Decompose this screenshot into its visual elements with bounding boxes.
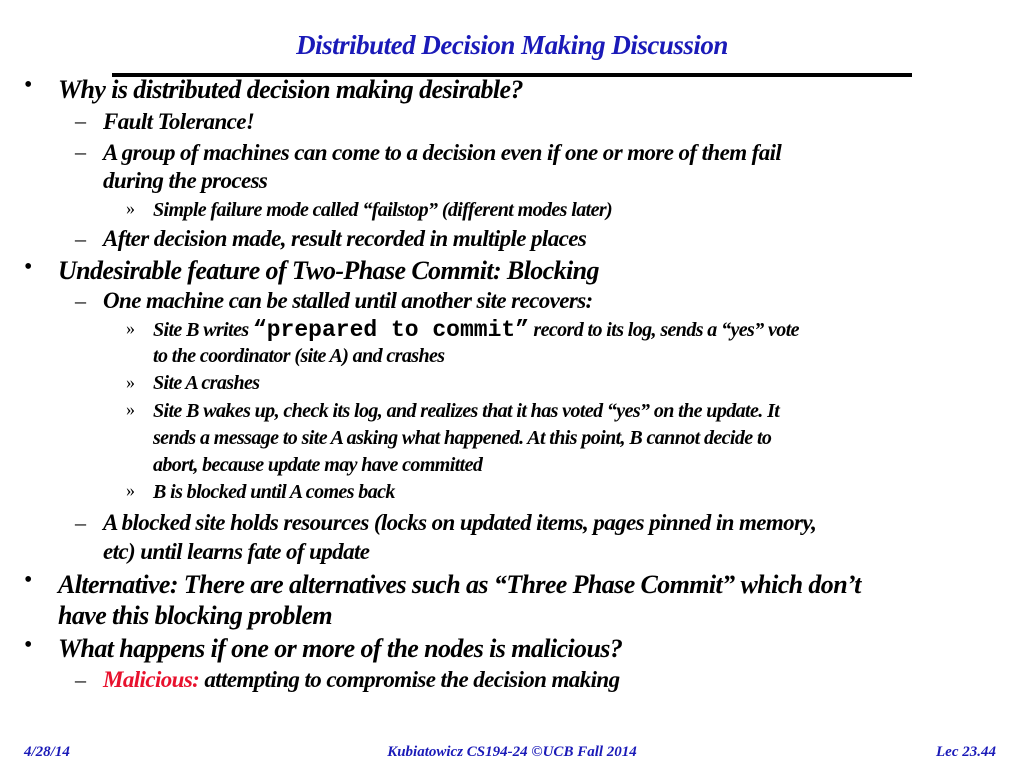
text-run: record to its log, sends a “yes” vote	[529, 319, 799, 341]
bullet-dash: –	[75, 226, 86, 251]
bullet-text: Why is distributed decision making desirable?	[58, 75, 523, 104]
bullet-dot: •	[24, 632, 33, 658]
bullet-text-continued: during the process	[103, 168, 268, 193]
bullet-text: After decision made, result recorded in multiple places	[103, 226, 587, 251]
bullet-dot: •	[24, 72, 33, 98]
bullet-text-continued: etc) until learns fate of update	[103, 539, 370, 564]
bullet-text: Fault Tolerance!	[103, 109, 255, 134]
bullet-chevron: »	[126, 318, 135, 338]
bullet-text: What happens if one or more of the nodes is malicious?	[58, 634, 623, 663]
bullet-dot: •	[24, 567, 33, 593]
bullet-text-continued: have this blocking problem	[58, 601, 333, 630]
bullet-dash: –	[75, 288, 86, 313]
bullet-text: B is blocked until A comes back	[153, 481, 395, 503]
bullet-text: Site A crashes	[153, 372, 260, 394]
bullet-text-continued: to the coordinator (site A) and crashes	[153, 345, 445, 367]
bullet-dash: –	[75, 108, 86, 133]
code-text: “prepared to commit”	[252, 317, 529, 343]
bullet-chevron: »	[126, 480, 135, 500]
bullet-text	[153, 317, 799, 343]
bullet-dot: •	[24, 254, 33, 280]
bullet-chevron: »	[126, 399, 135, 419]
bullet-dash: –	[75, 667, 86, 692]
bullet-text-continued: sends a message to site A asking what happened. At this point, B cannot decide to	[153, 427, 772, 449]
bullet-text	[103, 667, 619, 693]
bullet-text-continued: abort, because update may have committed	[153, 454, 483, 476]
bullet-chevron: »	[126, 198, 135, 218]
slide-title: Distributed Decision Making Discussion	[296, 30, 728, 60]
bullet-text: A blocked site holds resources (locks on updated items, pages pinned in memory,	[103, 510, 817, 535]
footer-lecture-number: Lec 23.44	[936, 744, 996, 760]
text-run: Site B writes	[153, 319, 253, 341]
bullet-text: One machine can be stalled until another site recovers:	[103, 288, 593, 313]
bullet-text: A group of machines can come to a decision even if one or more of them fail	[103, 140, 782, 165]
bullet-text: Alternative: There are alternatives such as “Three Phase Commit” which don’t	[58, 570, 861, 599]
bullet-text: Simple failure mode called “failstop” (different modes later)	[153, 199, 613, 221]
bullet-dash: –	[75, 139, 86, 164]
highlight-term: Malicious:	[103, 667, 200, 692]
bullet-text: Site B wakes up, check its log, and realizes that it has voted “yes” on the update. It	[153, 400, 780, 422]
text-run: attempting to compromise the decision making	[199, 667, 620, 692]
bullet-text: Undesirable feature of Two-Phase Commit: Blocking	[58, 256, 599, 285]
footer-course: Kubiatowicz CS194-24 ©UCB Fall 2014	[387, 744, 637, 760]
bullet-dash: –	[75, 510, 86, 535]
footer-date: 4/28/14	[24, 744, 70, 760]
bullet-chevron: »	[126, 372, 135, 392]
